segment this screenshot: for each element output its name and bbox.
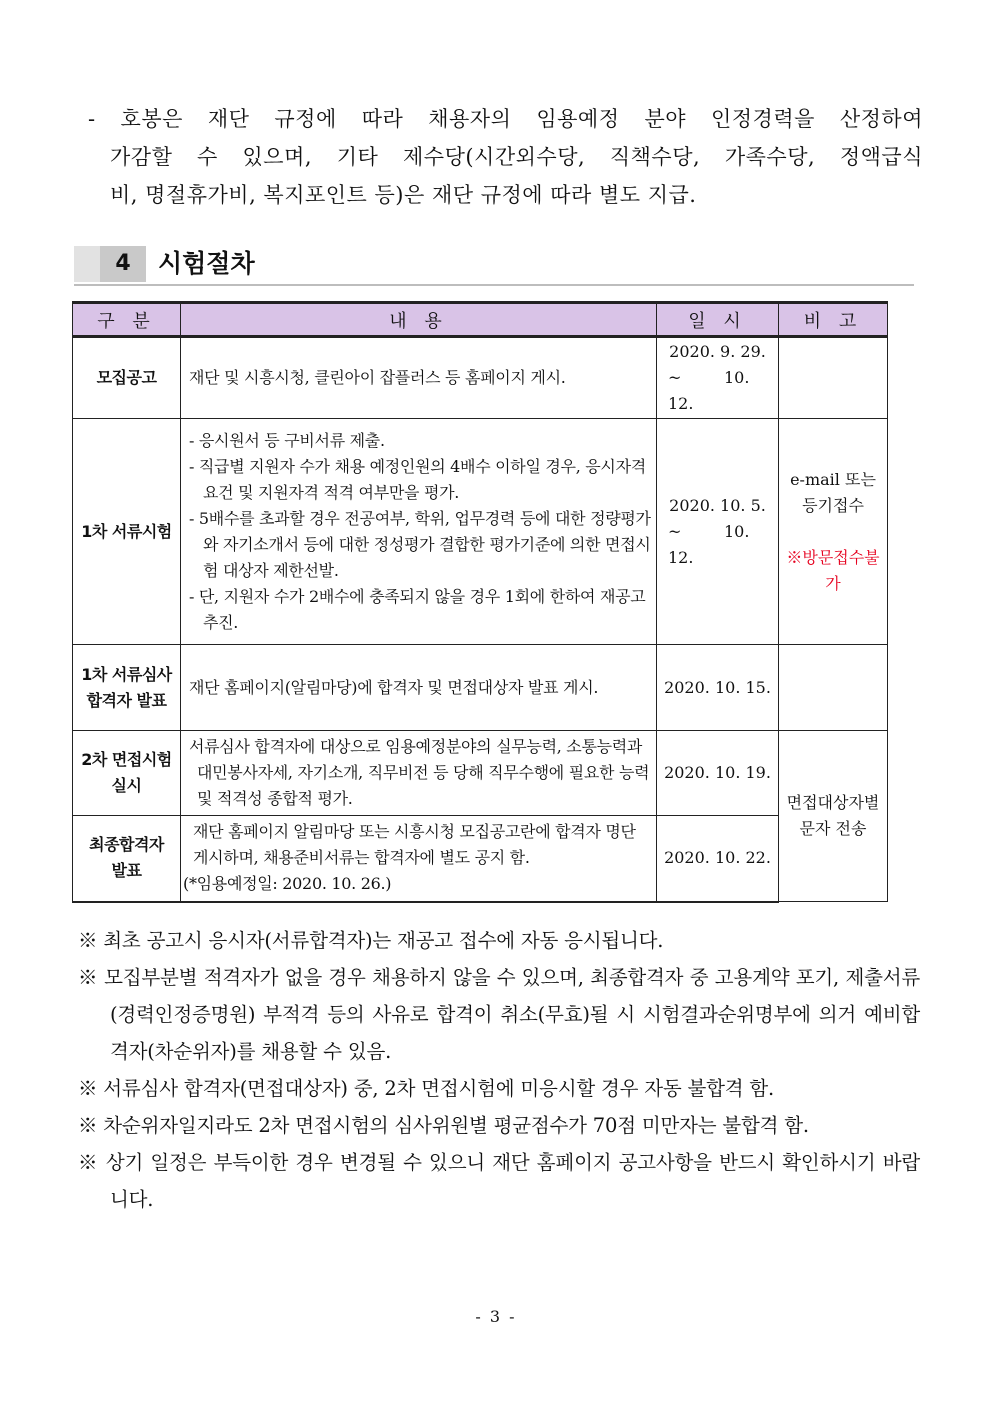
section-heading — [74, 244, 914, 286]
row-category: 1차 서류심사 합격자 발표 — [73, 645, 181, 731]
row-content: 서류심사 합격자에 대상으로 임용예정분야의 실무능력, 소통능력과 대민봉사자세, 자기소개, 직무비전 등 당해 직무수행에 필요한 능력 및 적격성 종합적 평가. — [181, 731, 657, 816]
intro-line: - 호봉은 재단 규정에 따라 채용자의 임용예정 분야 인정경력을 산정하여 — [88, 107, 923, 131]
note-item: ※ 서류심사 합격자(면접대상자) 중, 2차 면접시험에 미응시할 경우 자동 불합격 함. — [78, 1077, 775, 1100]
no-visit-warning: ※방문접수불가 — [786, 547, 880, 593]
row-note: e-mail 또는 등기접수 ※방문접수불가 — [779, 419, 888, 645]
section-title: 시험절차 — [158, 249, 255, 278]
header-content: 내 용 — [181, 303, 657, 337]
section-number: 4 — [100, 246, 146, 282]
row-content: 재단 및 시흥시청, 클린아이 잡플러스 등 홈페이지 게시. — [181, 337, 657, 419]
row-date: 2020. 10. 15. — [657, 645, 779, 731]
row-note — [779, 645, 888, 731]
table-row — [73, 419, 888, 645]
header-category: 구 분 — [73, 303, 181, 337]
row-content: - 응시원서 등 구비서류 제출. - 직급별 지원자 수가 채용 예정인원의 4배수 이하일 경우, 응시자격요건 및 지원자격 적격 여부만을 평가. - 5배수를 초과할 경우 전공여부, 학위, 업무경력 등에 대한 정량평가와 자기소개서 등에 대한 정성평가 결합한 평가기준에 의한 면접시험 대상자 제한선발. - 단, 지원자 수가 2배수에 충족되지 않을 경우 1회에 한하여 재공고 추진. — [181, 419, 657, 645]
intro-line: 비, 명절휴가비, 복지포인트 등)은 재단 규정에 따라 별도 지급. — [110, 183, 697, 207]
table-row — [73, 731, 888, 816]
note-item: ※ 상기 일정은 부득이한 경우 변경될 수 있으니 재단 홈페이지 공고사항을 반드시 확인하시기 바랍니다. — [78, 1151, 920, 1211]
row-note: 면접대상자별 문자 전송 — [779, 731, 888, 902]
section-rule — [74, 284, 914, 286]
row-content: 재단 홈페이지(알림마당)에 합격자 및 면접대상자 발표 게시. — [181, 645, 657, 731]
table-row — [73, 816, 888, 902]
row-date: 2020. 10. 22. — [657, 816, 779, 902]
row-category: 최종합격자 발표 — [73, 816, 181, 902]
row-content: 재단 홈페이지 알림마당 또는 시흥시청 모집공고란에 합격자 명단 게시하며, 채용준비서류는 합격자에 별도 공지 함. (*임용예정일: 2020. 10. 26.) — [181, 816, 657, 902]
note-item: ※ 차순위자일지라도 2차 면접시험의 심사위원별 평균점수가 70점 미만자는 불합격 함. — [78, 1114, 809, 1137]
table-row — [73, 645, 888, 731]
header-date: 일 시 — [657, 303, 779, 337]
page-number: - 3 - — [475, 1307, 517, 1326]
row-category: 2차 면접시험 실시 — [73, 731, 181, 816]
exam-procedure-table — [72, 301, 888, 903]
intro-paragraph — [88, 100, 923, 214]
table-header-row — [73, 303, 888, 337]
row-note — [779, 337, 888, 419]
intro-line: 가감할 수 있으며, 기타 제수당(시간외수당, 직책수당, 가족수당, 정액급식 — [110, 145, 923, 169]
row-date: 2020. 10. 5. ~ 10. 12. — [657, 419, 779, 645]
row-category: 모집공고 — [73, 337, 181, 419]
table-row — [73, 337, 888, 419]
notes-list — [78, 922, 920, 1218]
header-note: 비 고 — [779, 303, 888, 337]
note-item: ※ 모집부분별 적격자가 없을 경우 채용하지 않을 수 있으며, 최종합격자 중 고용계약 포기, 제출서류(경력인정증명원) 부적격 등의 사유로 합격이 취소(무효)될 시 시험결과순위명부에 의거 예비합격자(차순위자)를 채용할 수 있음. — [78, 966, 920, 1063]
row-date: 2020. 9. 29. ~ 10. 12. — [657, 337, 779, 419]
row-date: 2020. 10. 19. — [657, 731, 779, 816]
row-category: 1차 서류시험 — [73, 419, 181, 645]
note-item: ※ 최초 공고시 응시자(서류합격자)는 재공고 접수에 자동 응시됩니다. — [78, 929, 664, 952]
